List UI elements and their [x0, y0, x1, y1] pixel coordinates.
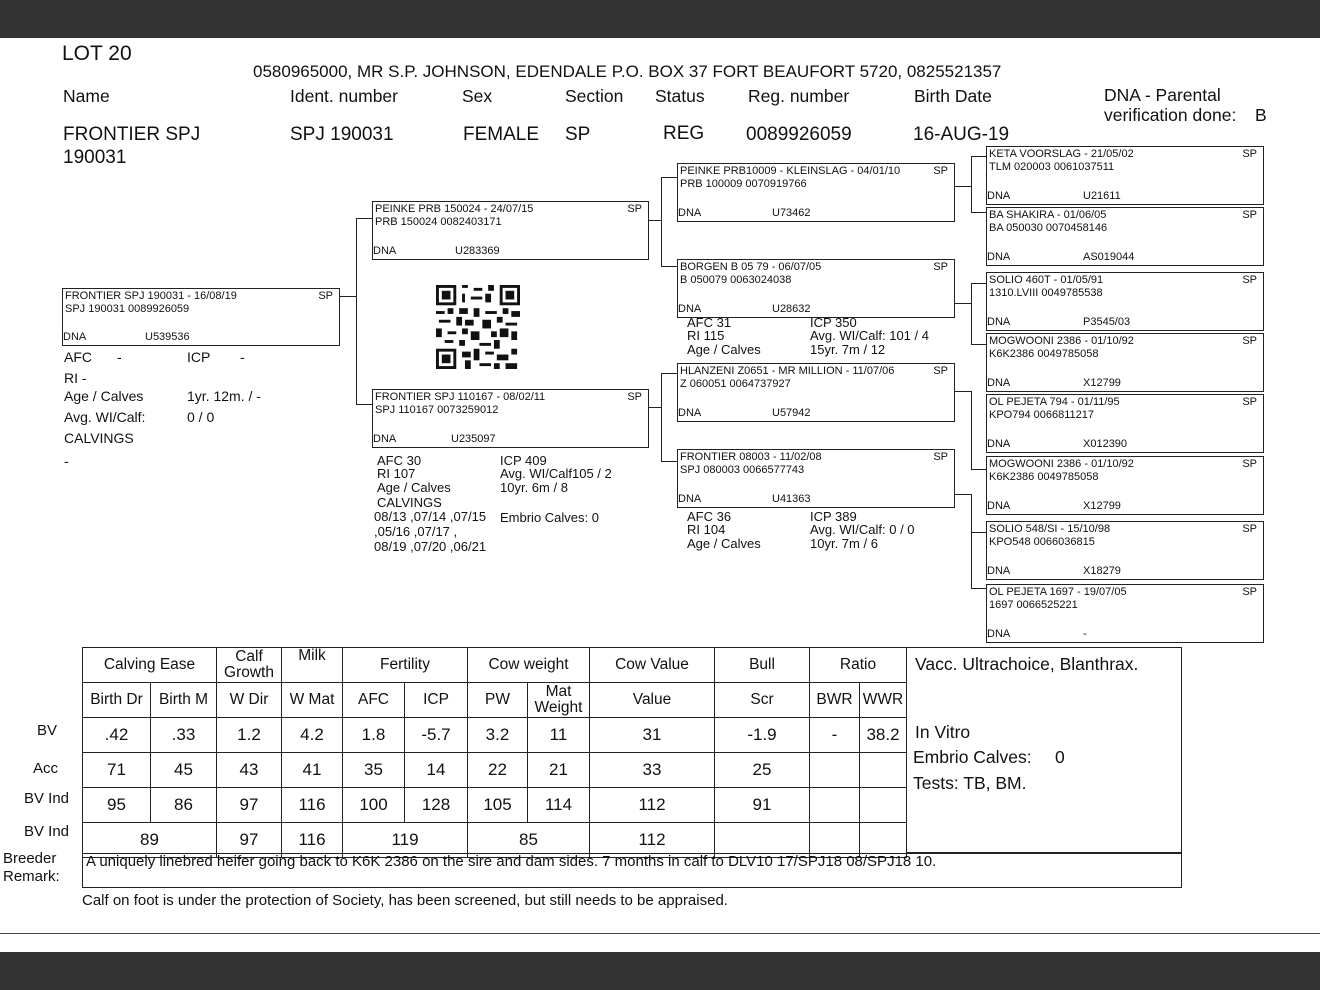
sire-section: SP — [627, 203, 642, 215]
ggp-section: SP — [1242, 523, 1257, 535]
gp-title: HLANZENI Z0651 - MR MILLION - 11/07/06 — [680, 365, 895, 377]
animal-name-2: 190031 — [63, 147, 127, 168]
subject-afc-label: AFC — [64, 349, 92, 365]
lot-number: LOT 20 — [62, 42, 132, 65]
gp-dna: U41363 — [772, 493, 811, 505]
gp-dna-label: DNA — [678, 493, 702, 505]
bv-cell: .33 — [151, 718, 217, 753]
ggp-section: SP — [1242, 274, 1257, 286]
subject-calvings: CALVINGS — [64, 430, 134, 446]
header-sex: Sex — [462, 86, 493, 106]
ggp-dna-label: DNA — [987, 190, 1011, 202]
connector — [356, 218, 357, 405]
row-label-bvind-2: BV Ind — [24, 823, 70, 840]
gp-title: PEINKE PRB10009 - KLEINSLAG - 04/01/10 — [680, 165, 901, 177]
gp-title: FRONTIER 08003 - 11/02/08 — [680, 451, 822, 463]
ggp-dna: U21611 — [1083, 190, 1121, 202]
connector — [661, 373, 677, 374]
subject-dna-label: DNA — [63, 331, 87, 343]
header-reg: Reg. number — [748, 86, 850, 106]
bvind-cell: 128 — [405, 788, 468, 823]
bvind2-cell: 119 — [343, 823, 468, 858]
subject-dna: U539536 — [145, 331, 190, 343]
gp2-wi: Avg. WI/Calf: 101 / 4 — [810, 328, 929, 343]
gp-section: SP — [933, 451, 948, 463]
ggp-dna: X18279 — [1083, 565, 1121, 577]
gp4-ri: RI 104 — [687, 522, 726, 537]
sub-header: W Dir — [217, 683, 282, 718]
notes-box — [906, 647, 1182, 853]
ggp-dna-label: DNA — [987, 438, 1011, 450]
acc-cell: 33 — [590, 753, 715, 788]
sire-dna-label: DNA — [373, 245, 397, 257]
grandparent-box — [677, 163, 955, 222]
dam-icp: ICP 409 — [500, 453, 547, 468]
dam-age-label: Age / Calves — [377, 480, 451, 495]
connector — [356, 218, 372, 219]
sub-header: Birth Dr — [83, 683, 151, 718]
ggp-ident: TLM 020003 0061037511 — [989, 161, 1115, 173]
bv-cell: 31 — [590, 718, 715, 753]
dam-afc: AFC 30 — [377, 453, 422, 468]
bv-cell: 4.2 — [282, 718, 343, 753]
subject-ident: SPJ 190031 0089926059 — [65, 303, 190, 315]
connector — [954, 303, 972, 304]
top-bar — [0, 0, 1320, 38]
ggp-dna-label: DNA — [987, 500, 1011, 512]
acc-cell: 43 — [217, 753, 282, 788]
acc-cell: 71 — [83, 753, 151, 788]
bvind-cell: 91 — [715, 788, 810, 823]
gp-dna: U57942 — [772, 407, 811, 419]
header-section: Section — [565, 86, 624, 106]
dam-dna-label: DNA — [373, 433, 397, 445]
gp-dna-label: DNA — [678, 207, 702, 219]
group-cow-weight: Cow weight — [468, 648, 590, 683]
acc-cell: 35 — [343, 753, 405, 788]
acc-cell: 21 — [528, 753, 590, 788]
connector — [648, 220, 662, 221]
connector — [971, 588, 986, 589]
connector — [661, 373, 662, 462]
vacc-note: Vacc. Ultrachoice, Blanthrax. — [915, 654, 1139, 674]
ggp-title: MOGWOONI 2386 - 01/10/92 — [989, 458, 1134, 470]
gp-ident: SPJ 080003 0066577743 — [680, 464, 805, 476]
acc-cell — [810, 753, 860, 788]
gp-dna-label: DNA — [678, 303, 702, 315]
gp-dna: U28632 — [772, 303, 811, 315]
great-grandparent-box — [986, 272, 1264, 331]
acc-cell: 25 — [715, 753, 810, 788]
connector — [971, 283, 986, 284]
ggp-ident: 1310.LVIII 0049785538 — [989, 287, 1103, 299]
bvind-cell: 114 — [528, 788, 590, 823]
bvind-cell — [810, 788, 860, 823]
connector — [971, 283, 972, 345]
ggp-dna: - — [1083, 628, 1087, 640]
connector — [971, 156, 972, 213]
connector — [971, 494, 972, 589]
row-label-acc: Acc — [33, 760, 59, 777]
qr-code-icon — [433, 285, 523, 369]
dam-calvings-1: 08/13 ,07/14 ,07/15 — [374, 509, 487, 524]
bvind-cell: 116 — [282, 788, 343, 823]
ggp-title: OL PEJETA 794 - 01/11/95 — [989, 396, 1120, 408]
ggp-dna: X12799 — [1083, 377, 1121, 389]
bvind-cell: 112 — [590, 788, 715, 823]
gp-section: SP — [933, 165, 948, 177]
breeding-values-table — [82, 647, 907, 858]
dam-section: SP — [627, 391, 642, 403]
header-dna-1: DNA - Parental — [1104, 85, 1221, 105]
ggp-title: MOGWOONI 2386 - 01/10/92 — [989, 335, 1134, 347]
ggp-dna: X012390 — [1083, 438, 1128, 450]
gp2-icp: ICP 350 — [810, 315, 857, 330]
ggp-title: OL PEJETA 1697 - 19/07/05 — [989, 586, 1127, 598]
bvind-cell: 100 — [343, 788, 405, 823]
sire-title: PEINKE PRB 150024 - 24/07/15 — [375, 203, 534, 215]
group-cow-value: Cow Value — [590, 648, 715, 683]
ggp-dna: P3545/03 — [1083, 316, 1131, 328]
embrio-label: Embrio Calves: — [913, 747, 1032, 767]
subject-section: SP — [318, 290, 333, 302]
connector — [661, 177, 662, 267]
ggp-ident: K6K2386 0049785058 — [989, 471, 1099, 483]
acc-cell: 41 — [282, 753, 343, 788]
header-name: Name — [63, 86, 110, 106]
ggp-section: SP — [1242, 458, 1257, 470]
ggp-section: SP — [1242, 335, 1257, 347]
sub-header: Mat Weight — [528, 683, 590, 718]
sub-header: Birth M — [151, 683, 217, 718]
grandparent-box — [677, 363, 955, 422]
row-label-bv: BV — [37, 722, 58, 739]
ggp-dna-label: DNA — [987, 628, 1011, 640]
bvind-cell: 97 — [217, 788, 282, 823]
sub-header: Scr — [715, 683, 810, 718]
dam-wi: Avg. WI/Calf105 / 2 — [500, 466, 612, 481]
dam-age: 10yr. 6m / 8 — [500, 480, 568, 495]
gp2-afc: AFC 31 — [687, 315, 732, 330]
great-grandparent-box — [986, 146, 1264, 205]
gp4-age-label: Age / Calves — [687, 536, 761, 551]
embrio-value: 0 — [1055, 747, 1065, 767]
ggp-section: SP — [1242, 396, 1257, 408]
sub-header: WWR — [860, 683, 907, 718]
sire-box — [372, 201, 649, 260]
remark-label-1: Breeder — [3, 850, 57, 867]
gp2-age-label: Age / Calves — [687, 342, 761, 357]
animal-section: SP — [565, 124, 591, 145]
connector — [648, 407, 662, 408]
gp-section: SP — [933, 261, 948, 273]
gp-dna-label: DNA — [678, 407, 702, 419]
acc-cell — [860, 753, 907, 788]
header-birth: Birth Date — [914, 86, 992, 106]
header-status: Status — [655, 86, 705, 106]
tests-note: Tests: TB, BM. — [913, 773, 1027, 793]
connector — [971, 391, 972, 470]
bv-cell: -1.9 — [715, 718, 810, 753]
animal-name-1: FRONTIER SPJ — [63, 124, 201, 145]
grandparent-box — [677, 259, 955, 318]
connector — [339, 296, 357, 297]
connector — [356, 404, 372, 405]
bvind2-cell: 116 — [282, 823, 343, 858]
subject-wi-label: Avg. WI/Calf: — [64, 409, 146, 425]
acc-cell: 45 — [151, 753, 217, 788]
subject-calvings-value: - — [64, 453, 69, 469]
bv-cell: -5.7 — [405, 718, 468, 753]
subject-box — [62, 288, 340, 346]
group-calving-ease: Calving Ease — [83, 648, 217, 683]
dam-calvings-2: ,05/16 ,07/17 , — [374, 524, 458, 539]
gp-dna: U73462 — [772, 207, 811, 219]
dam-ident: SPJ 110167 0073259012 — [375, 404, 499, 416]
ggp-title: KETA VOORSLAG - 21/05/02 — [989, 148, 1134, 160]
sire-dna: U283369 — [455, 245, 500, 257]
footnote: Calf on foot is under the protection of Society, has been screened, but still needs to be appraised. — [82, 892, 728, 909]
bvind2-cell: 85 — [468, 823, 590, 858]
bvind-cell: 95 — [83, 788, 151, 823]
great-grandparent-box — [986, 456, 1264, 515]
bv-cell: .42 — [83, 718, 151, 753]
bvind2-cell: 97 — [217, 823, 282, 858]
sub-header: BWR — [810, 683, 860, 718]
gp-title: BORGEN B 05 79 - 06/07/05 — [680, 261, 822, 273]
ggp-ident: 1697 0066525221 — [989, 599, 1078, 611]
dam-box — [372, 389, 649, 448]
group-milk: Milk — [282, 648, 343, 683]
dam-calvings-3: 08/19 ,07/20 ,06/21 — [374, 539, 487, 554]
bv-cell: 3.2 — [468, 718, 528, 753]
connector — [661, 177, 677, 178]
connector — [954, 494, 972, 495]
great-grandparent-box — [986, 207, 1264, 266]
sub-header: ICP — [405, 683, 468, 718]
bv-cell: 38.2 — [860, 718, 907, 753]
bv-cell: 11 — [528, 718, 590, 753]
animal-ident: SPJ 190031 — [290, 124, 394, 145]
dna-verified-value: B — [1255, 105, 1267, 125]
gp-ident: Z 060051 0064737927 — [680, 378, 791, 390]
group-calf-growth: Calf Growth — [217, 648, 282, 683]
group-ratio: Ratio — [810, 648, 907, 683]
dam-title: FRONTIER SPJ 110167 - 08/02/11 — [375, 391, 546, 403]
ggp-dna-label: DNA — [987, 316, 1011, 328]
in-vitro-note: In Vitro — [915, 722, 971, 742]
ggp-title: SOLIO 548/SI - 15/10/98 — [989, 523, 1111, 535]
connector — [954, 186, 972, 187]
subject-age-label: Age / Calves — [64, 388, 144, 404]
acc-cell: 14 — [405, 753, 468, 788]
ggp-dna: X12799 — [1083, 500, 1121, 512]
subject-ri: RI - — [64, 370, 87, 386]
connector — [661, 461, 677, 462]
great-grandparent-box — [986, 521, 1264, 580]
ggp-section: SP — [1242, 586, 1257, 598]
subject-afc: - — [117, 349, 122, 365]
ggp-ident: KPO794 0066811217 — [989, 409, 1094, 421]
gp-ident: B 050079 0063024038 — [680, 274, 792, 286]
ggp-dna-label: DNA — [987, 377, 1011, 389]
subject-title: FRONTIER SPJ 190031 - 16/08/19 — [65, 290, 237, 302]
ggp-ident: KPO548 0066036815 — [989, 536, 1095, 548]
header-ident: Ident. number — [290, 86, 398, 106]
bottom-bar — [0, 952, 1320, 990]
connector — [661, 266, 677, 267]
gp4-age: 10yr. 7m / 6 — [810, 536, 878, 551]
gp-section: SP — [933, 365, 948, 377]
animal-sex: FEMALE — [463, 124, 540, 145]
bvind2-cell: 89 — [83, 823, 217, 858]
animal-birth: 16-AUG-19 — [913, 124, 1010, 145]
bvind-cell — [860, 788, 907, 823]
gp4-icp: ICP 389 — [810, 509, 857, 524]
ggp-section: SP — [1242, 148, 1257, 160]
sire-ident: PRB 150024 0082403171 — [375, 216, 502, 228]
ggp-dna-label: DNA — [987, 251, 1011, 263]
great-grandparent-box — [986, 584, 1264, 643]
connector — [971, 469, 986, 470]
connector — [971, 212, 986, 213]
connector — [971, 532, 986, 533]
gp2-ri: RI 115 — [687, 328, 725, 343]
subject-wi: 0 / 0 — [187, 409, 215, 425]
acc-cell: 22 — [468, 753, 528, 788]
bv-cell: 1.2 — [217, 718, 282, 753]
ggp-title: BA SHAKIRA - 01/06/05 — [989, 209, 1107, 221]
dam-embrio: Embrio Calves: 0 — [500, 510, 599, 525]
connector — [971, 156, 986, 157]
bv-cell: 1.8 — [343, 718, 405, 753]
connector — [971, 344, 986, 345]
ggp-ident: BA 050030 0070458146 — [989, 222, 1108, 234]
animal-status: REG — [663, 123, 705, 144]
owner-line: 0580965000, MR S.P. JOHNSON, EDENDALE P.O. BOX 37 FORT BEAUFORT 5720, 0825521357 — [253, 62, 1002, 81]
ggp-dna-label: DNA — [987, 565, 1011, 577]
ggp-title: SOLIO 460T - 01/05/91 — [989, 274, 1104, 286]
remark-label-2: Remark: — [3, 868, 60, 885]
gp4-afc: AFC 36 — [687, 509, 732, 524]
connector — [954, 391, 972, 392]
row-label-bvind: BV Ind — [24, 790, 70, 807]
dam-dna: U235097 — [451, 433, 496, 445]
sub-header: Value — [590, 683, 715, 718]
grandparent-box — [677, 449, 955, 508]
subject-icp: - — [240, 349, 245, 365]
gp4-wi: Avg. WI/Calf: 0 / 0 — [810, 522, 915, 537]
bvind2-cell: 112 — [590, 823, 715, 858]
sub-header: PW — [468, 683, 528, 718]
great-grandparent-box — [986, 394, 1264, 453]
animal-reg: 0089926059 — [746, 124, 852, 145]
sub-header: AFC — [343, 683, 405, 718]
dam-ri: RI 107 — [377, 466, 416, 481]
dam-calvings-label: CALVINGS — [377, 495, 442, 510]
breeder-remark: A uniquely linebred heifer going back to K6K 2386 on the sire and dam sides. 7 months in calf to DLV10 17/SPJ18 08/SPJ18 10. — [82, 853, 1182, 888]
header-dna-2: verification done: — [1104, 105, 1237, 125]
subject-age: 1yr. 12m. / - — [187, 388, 261, 404]
great-grandparent-box — [986, 333, 1264, 392]
ggp-ident: K6K2386 0049785058 — [989, 348, 1099, 360]
subject-icp-label: ICP — [187, 349, 211, 365]
divider — [0, 933, 1320, 934]
bvind-cell: 105 — [468, 788, 528, 823]
gp2-age: 15yr. 7m / 12 — [810, 342, 886, 357]
ggp-section: SP — [1242, 209, 1257, 221]
sub-header: W Mat — [282, 683, 343, 718]
bvind-cell: 86 — [151, 788, 217, 823]
gp-ident: PRB 100009 0070919766 — [680, 178, 807, 190]
bv-cell: - — [810, 718, 860, 753]
ggp-dna: AS019044 — [1083, 251, 1135, 263]
group-fertility: Fertility — [343, 648, 468, 683]
group-bull: Bull — [715, 648, 810, 683]
